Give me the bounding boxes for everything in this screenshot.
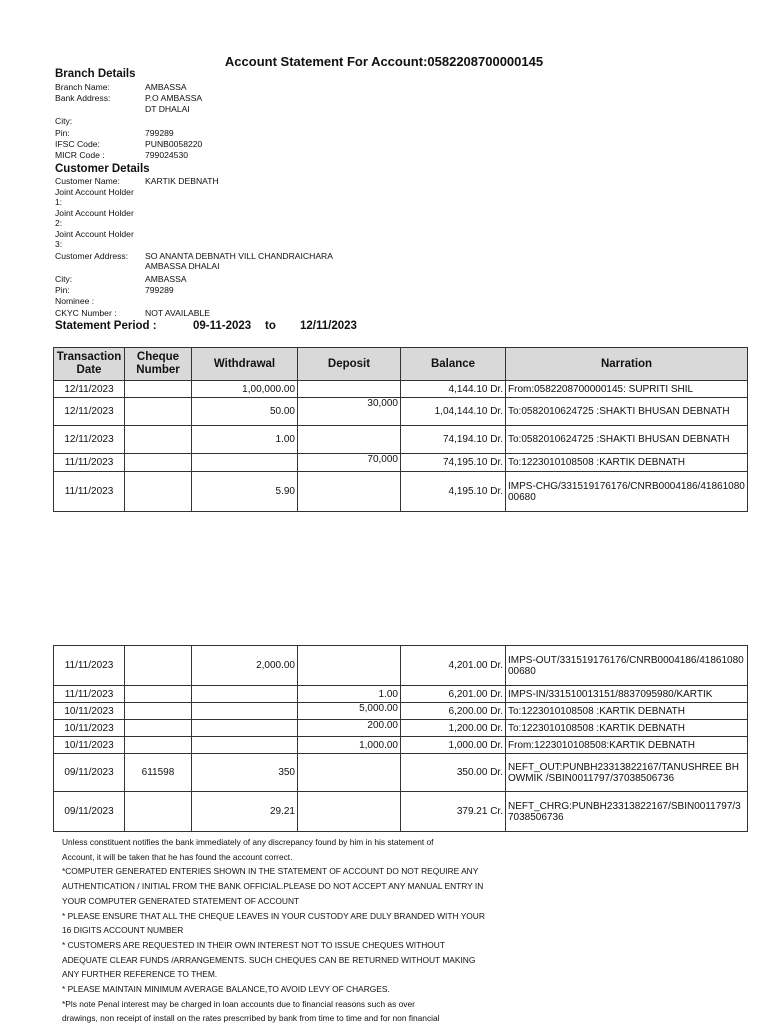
- cell-deposit: 30,000: [298, 398, 401, 426]
- cell-balance: 1,04,144.10 Dr.: [401, 398, 506, 426]
- cell-cheque: [125, 720, 192, 737]
- cell-date: 09/11/2023: [54, 792, 125, 832]
- disclaimer-line: * PLEASE MAINTAIN MINIMUM AVERAGE BALANCE,TO AVOID LEVY OF CHARGES.: [62, 984, 390, 995]
- statement-title: Account Statement For Account:0582208700000145: [224, 54, 544, 69]
- customer-details-heading: Customer Details: [55, 163, 150, 175]
- cell-deposit: 5,000.00: [298, 703, 401, 720]
- cell-balance: 1,000.00 Dr.: [401, 737, 506, 754]
- disclaimer-line: drawings, non receipt of install on the rates prescrribed by bank from time to time and for non financial: [62, 1013, 440, 1024]
- cell-cheque: [125, 703, 192, 720]
- table-row: [54, 646, 748, 686]
- ifsc-value: PUNB0058220: [145, 139, 203, 149]
- cell-date: 11/11/2023: [54, 454, 125, 472]
- table-row: [54, 472, 748, 512]
- cell-narration: To:1223010108508 :KARTIK DEBNATH: [506, 703, 748, 720]
- cell-deposit: [298, 381, 401, 398]
- cell-balance: 74,194.10 Dr.: [401, 426, 506, 454]
- cell-narration: IMPS-OUT/331519176176/CNRB0004186/4186108000680: [506, 646, 748, 686]
- cell-withdrawal: 1.00: [192, 426, 298, 454]
- table-row: [54, 426, 748, 454]
- cell-withdrawal: 50.00: [192, 398, 298, 426]
- disclaimer-line: AUTHENTICATION / INITIAL FROM THE BANK OFFICIAL.PLEASE DO NOT ACCEPT ANY MANUAL ENTRY IN: [62, 881, 484, 892]
- disclaimer-line: * CUSTOMERS ARE REQUESTED IN THEIR OWN INTEREST NOT TO ISSUE CHEQUES WITHOUT: [62, 939, 445, 950]
- cell-narration: To:0582010624725 :SHAKTI BHUSAN DEBNATH: [506, 426, 748, 454]
- cell-withdrawal: 5.90: [192, 472, 298, 512]
- period-from: 09-11-2023: [193, 320, 252, 332]
- table-header-row: [54, 348, 748, 381]
- cell-narration: NEFT_CHRG:PUNBH23313822167/SBIN0011797/37038506736: [506, 792, 748, 832]
- customer-address-label: Customer Address:: [55, 251, 129, 261]
- period-to: 12/11/2023: [300, 320, 357, 332]
- ifsc-label: IFSC Code:: [55, 139, 100, 149]
- micr-value: 799024530: [145, 150, 189, 160]
- branch-pin-label: Pin:: [55, 128, 70, 138]
- cell-cheque: [125, 792, 192, 832]
- cell-balance: 350.00 Dr.: [401, 754, 506, 792]
- customer-address-value: SO ANANTA DEBNATH VILL CHANDRAICHARA AMBASSA DHALAI: [145, 251, 333, 271]
- table-row: [54, 686, 748, 703]
- cell-narration: To:1223010108508 :KARTIK DEBNATH: [506, 454, 748, 472]
- joint-holder-3-label: Joint Account Holder 3:: [55, 229, 134, 249]
- branch-name-value: AMBASSA: [145, 82, 187, 92]
- cell-deposit: 1,000.00: [298, 737, 401, 754]
- cell-withdrawal: 1,00,000.00: [192, 381, 298, 398]
- cell-date: 11/11/2023: [54, 646, 125, 686]
- cell-cheque: [125, 686, 192, 703]
- cell-balance: 4,195.10 Dr.: [401, 472, 506, 512]
- cell-cheque: [125, 737, 192, 754]
- ckyc-label: CKYC Number :: [55, 308, 117, 318]
- cell-deposit: [298, 792, 401, 832]
- disclaimer-line: ANY FURTHER REFERENCE TO THEM.: [62, 969, 218, 980]
- customer-city-value: AMBASSA: [145, 274, 187, 284]
- cell-narration: To:0582010624725 :SHAKTI BHUSAN DEBNATH: [506, 398, 748, 426]
- header-withdrawal: Withdrawal: [192, 348, 298, 381]
- cell-narration: NEFT_OUT:PUNBH23313822167/TANUSHREE BHOWMIK /SBIN0011797/37038506736: [506, 754, 748, 792]
- disclaimer-line: Unless constituent notifies the bank immediately of any discrepancy found by him in his statement of: [62, 837, 434, 847]
- table-row: [54, 720, 748, 737]
- joint-holder-2-label: Joint Account Holder 2:: [55, 208, 134, 228]
- customer-pin-value: 799289: [145, 285, 174, 295]
- cell-cheque: [125, 472, 192, 512]
- cell-date: 12/11/2023: [54, 381, 125, 398]
- table-row: [54, 792, 748, 832]
- cell-narration: From:0582208700000145: SUPRITI SHIL: [506, 381, 748, 398]
- cell-narration: To:1223010108508 :KARTIK DEBNATH: [506, 720, 748, 737]
- cell-withdrawal: 2,000.00: [192, 646, 298, 686]
- cell-deposit: [298, 472, 401, 512]
- transactions-table-page1: [53, 347, 748, 512]
- cell-date: 10/11/2023: [54, 737, 125, 754]
- disclaimer-line: YOUR COMPUTER GENERATED STATEMENT OF ACCOUNT: [62, 895, 300, 906]
- transactions-table-page2: [53, 645, 748, 832]
- customer-name-label: Customer Name:: [55, 176, 120, 186]
- cell-balance: 1,200.00 Dr.: [401, 720, 506, 737]
- cell-cheque: [125, 381, 192, 398]
- table-row: [54, 754, 748, 792]
- cell-deposit: [298, 426, 401, 454]
- cell-balance: 6,200.00 Dr.: [401, 703, 506, 720]
- cell-date: 11/11/2023: [54, 472, 125, 512]
- cell-deposit: [298, 754, 401, 792]
- table-row: [54, 381, 748, 398]
- bank-address-label: Bank Address:: [55, 93, 111, 103]
- cell-withdrawal: [192, 454, 298, 472]
- customer-pin-label: Pin:: [55, 285, 70, 295]
- disclaimer-line: ADEQUATE CLEAR FUNDS /ARRANGEMENTS. SUCH CHEQUES CAN BE RETURNED WITHOUT MAKING: [62, 954, 476, 965]
- nominee-label: Nominee :: [55, 296, 95, 306]
- cell-balance: 379.21 Cr.: [401, 792, 506, 832]
- cell-date: 11/11/2023: [54, 686, 125, 703]
- table-row: [54, 703, 748, 720]
- customer-name-value: KARTIK DEBNATH: [145, 176, 219, 186]
- period-label: Statement Period :: [55, 320, 157, 332]
- cell-cheque: 611598: [125, 754, 192, 792]
- disclaimer-line: *COMPUTER GENERATED ENTERIES SHOWN IN THE STATEMENT OF ACCOUNT DO NOT REQUIRE ANY: [62, 866, 479, 877]
- cell-date: 12/11/2023: [54, 398, 125, 426]
- cell-cheque: [125, 646, 192, 686]
- cell-balance: 4,144.10 Dr.: [401, 381, 506, 398]
- cell-withdrawal: [192, 737, 298, 754]
- disclaimer-line: *Pls note Penal interest may be charged in loan accounts due to financial reasons such as over: [62, 998, 415, 1009]
- cell-deposit: 1.00: [298, 686, 401, 703]
- cell-date: 10/11/2023: [54, 703, 125, 720]
- cell-cheque: [125, 426, 192, 454]
- ckyc-value: NOT AVAILABLE: [145, 308, 210, 318]
- disclaimer-line: * PLEASE ENSURE THAT ALL THE CHEQUE LEAVES IN YOUR CUSTODY ARE DULY BRANDED WITH YOUR: [62, 910, 485, 921]
- branch-details-heading: Branch Details: [55, 68, 136, 80]
- cell-cheque: [125, 398, 192, 426]
- bank-address-value: P.O AMBASSA: [145, 93, 203, 103]
- cell-date: 09/11/2023: [54, 754, 125, 792]
- branch-pin-value: 799289: [145, 128, 174, 138]
- branch-city-label: City:: [55, 116, 73, 126]
- customer-city-label: City:: [55, 274, 73, 284]
- cell-withdrawal: [192, 720, 298, 737]
- period-to-label: to: [265, 320, 276, 332]
- cell-balance: 6,201.00 Dr.: [401, 686, 506, 703]
- cell-withdrawal: [192, 703, 298, 720]
- header-cheque-number: Cheque Number: [125, 348, 192, 381]
- cell-deposit: 70,000: [298, 454, 401, 472]
- cell-deposit: [298, 646, 401, 686]
- cell-date: 12/11/2023: [54, 426, 125, 454]
- header-transaction-date: Transaction Date: [54, 348, 125, 381]
- joint-holder-1-label: Joint Account Holder 1:: [55, 187, 134, 207]
- branch-name-label: Branch Name:: [55, 82, 110, 92]
- micr-label: MICR Code :: [55, 150, 105, 160]
- table-row: [54, 398, 748, 426]
- cell-cheque: [125, 454, 192, 472]
- header-deposit: Deposit: [298, 348, 401, 381]
- disclaimer-line: 16 DIGITS ACCOUNT NUMBER: [62, 925, 184, 936]
- disclaimer-line: Account, it will be taken that he has found the account correct.: [62, 851, 293, 862]
- disclaimer-notes: [62, 835, 532, 1026]
- header-narration: Narration: [506, 348, 748, 381]
- cell-narration: IMPS-IN/331510013151/8837095980/KARTIK: [506, 686, 748, 703]
- cell-withdrawal: 350: [192, 754, 298, 792]
- table-row: [54, 454, 748, 472]
- cell-withdrawal: 29.21: [192, 792, 298, 832]
- cell-narration: From:1223010108508:KARTIK DEBNATH: [506, 737, 748, 754]
- bank-address-line2: DT DHALAI: [145, 104, 190, 114]
- cell-withdrawal: [192, 686, 298, 703]
- table-row: [54, 737, 748, 754]
- cell-balance: 74,195.10 Dr.: [401, 454, 506, 472]
- cell-balance: 4,201.00 Dr.: [401, 646, 506, 686]
- cell-narration: IMPS-CHG/331519176176/CNRB0004186/4186108000680: [506, 472, 748, 512]
- cell-date: 10/11/2023: [54, 720, 125, 737]
- cell-deposit: 200.00: [298, 720, 401, 737]
- header-balance: Balance: [401, 348, 506, 381]
